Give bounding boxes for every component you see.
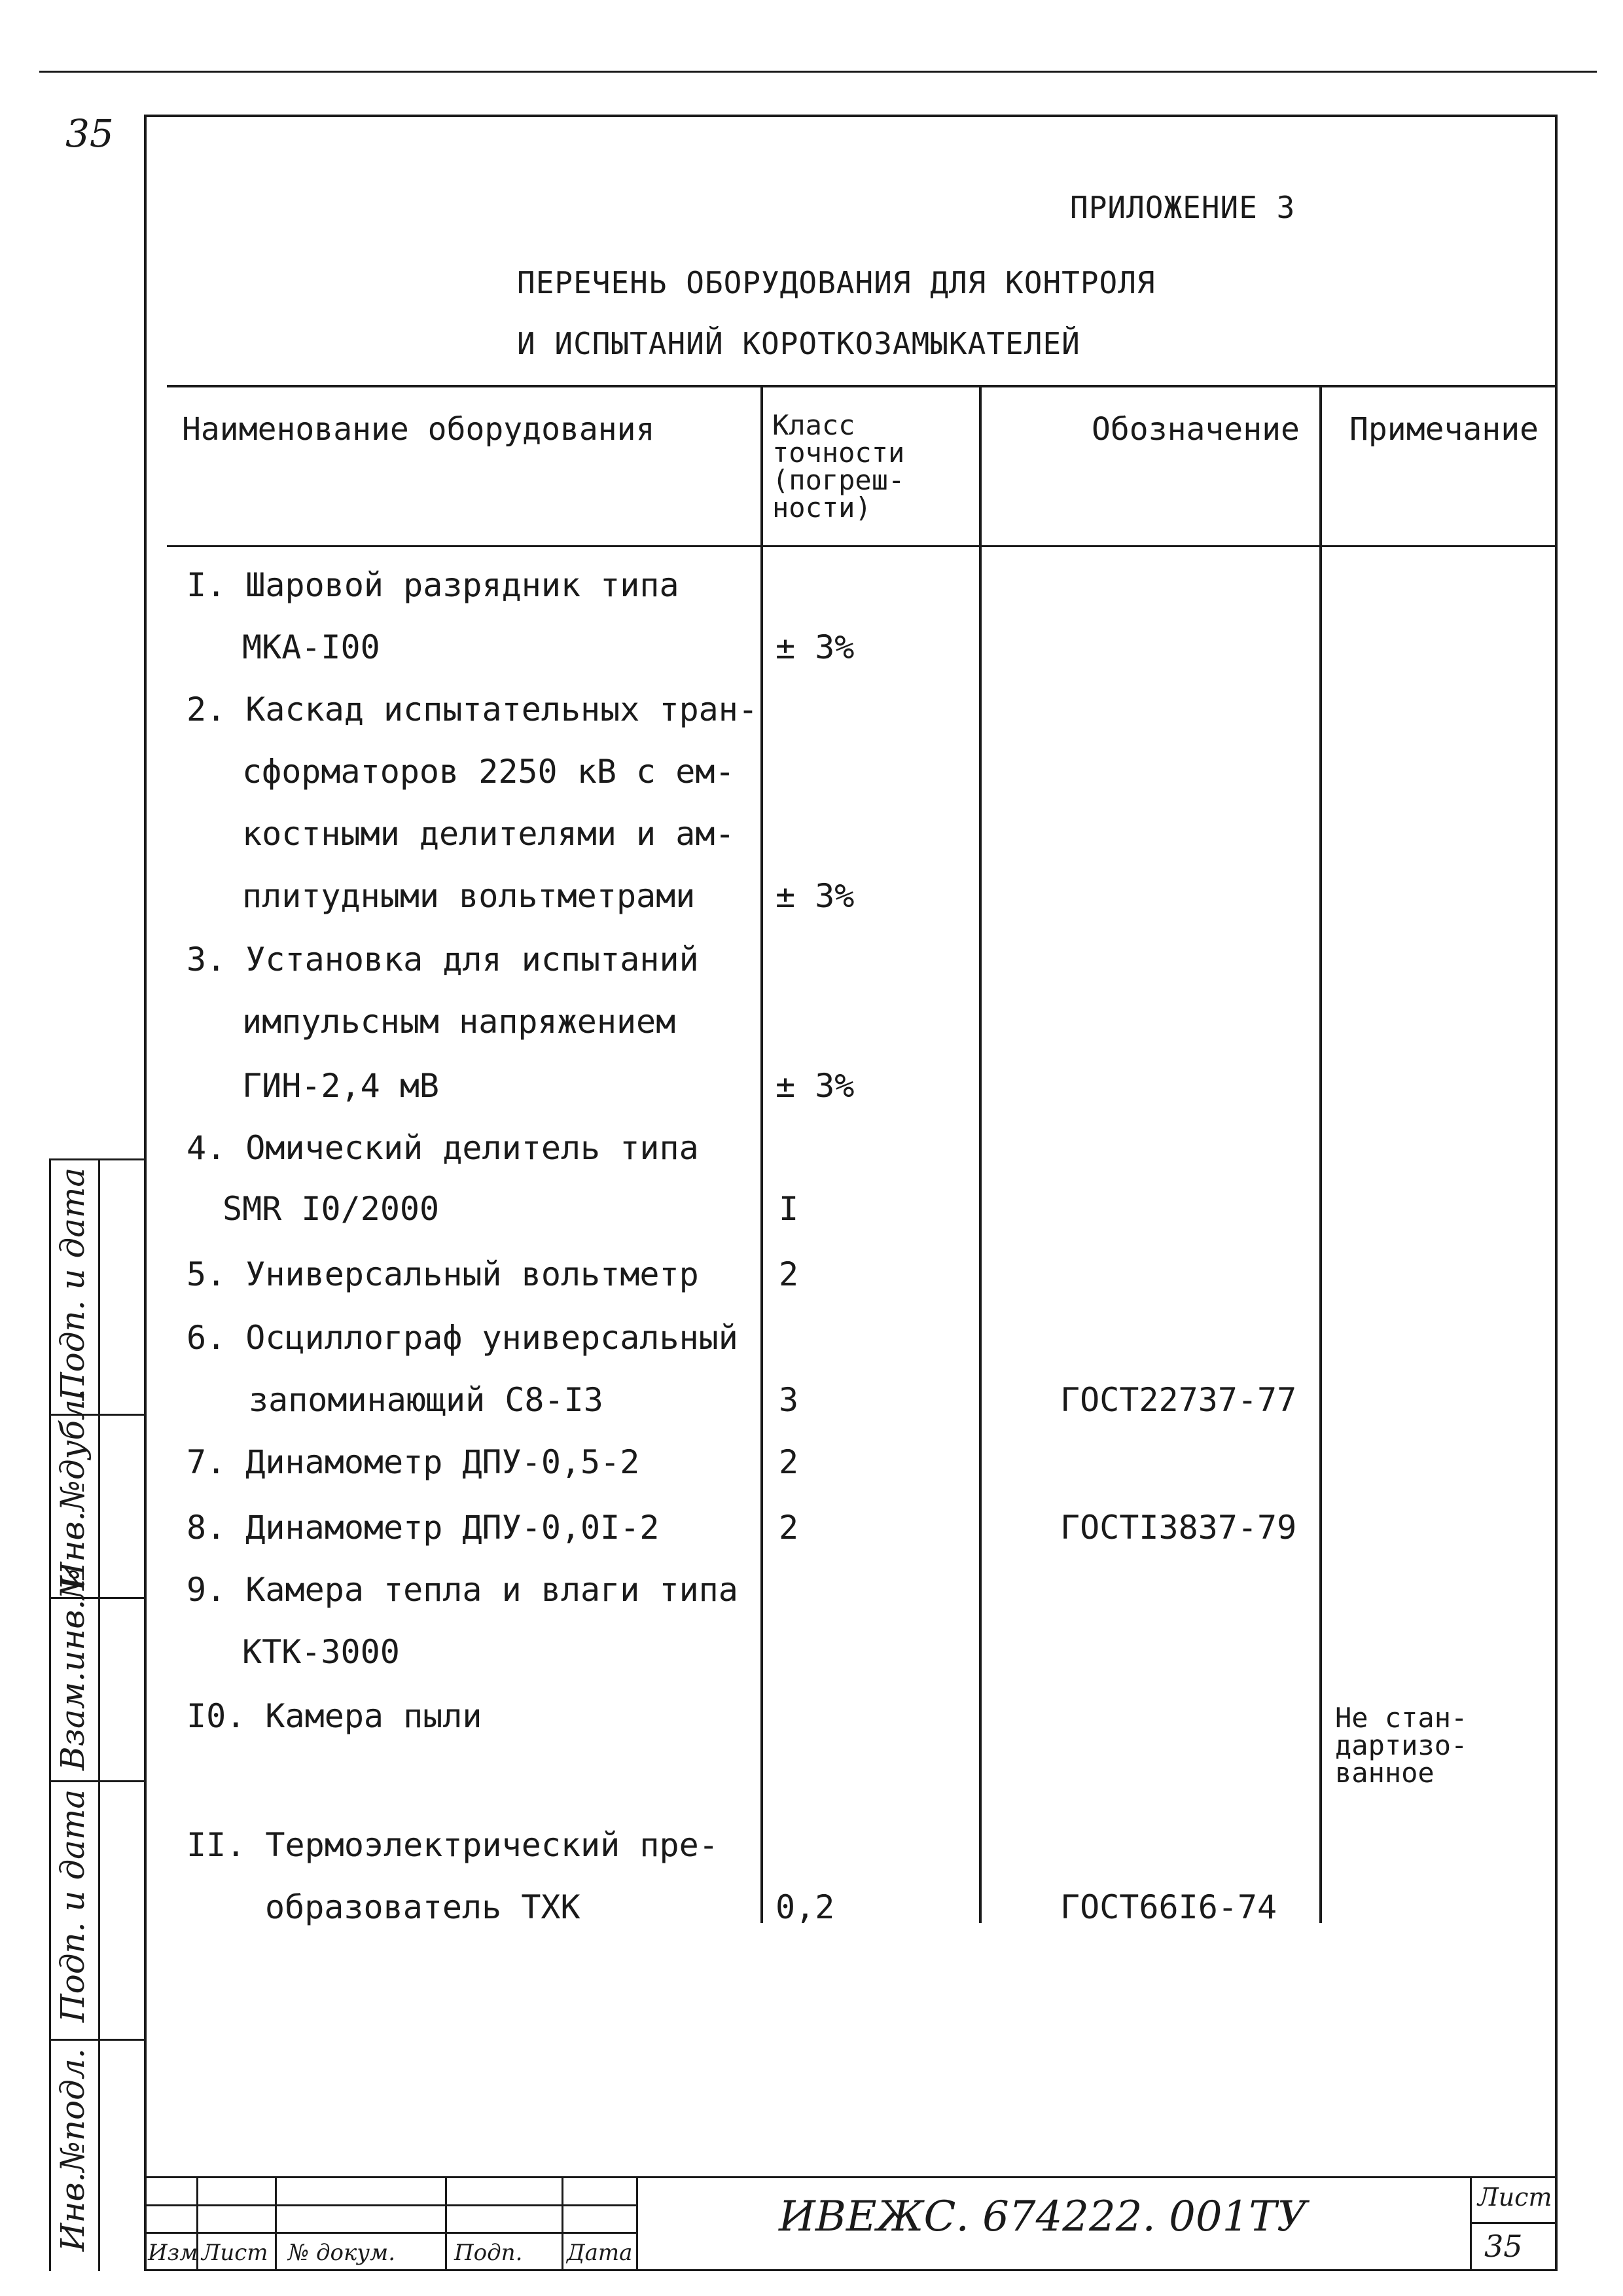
row-designation: ГОСТ66I6-74 [1060, 1888, 1277, 1926]
row-accuracy: ± 3% [776, 1067, 855, 1105]
row-accuracy: 2 [779, 1255, 799, 1293]
appendix-heading: ПРИЛОЖЕНИЕ 3 [1070, 190, 1296, 225]
row-name: 2. Каскад испытательных тран- [187, 691, 758, 728]
side-label-inv-orig: Инв.№подл. [54, 2048, 92, 2251]
title-line-2: И ИСПЫТАНИЙ КОРОТКОЗАМЫКАТЕЛЕЙ [517, 326, 1080, 361]
title-block-col [562, 2176, 563, 2271]
row-name: 8. Динамометр ДПУ-0,0I-2 [187, 1509, 660, 1547]
frame-left [144, 115, 147, 2271]
table-header-rule [167, 545, 1558, 547]
col-divider-1 [760, 385, 763, 1923]
side-stamp-sep [49, 1780, 146, 1782]
row-name: SMR I0/2000 [223, 1190, 440, 1228]
sheet-number: 35 [1484, 2229, 1523, 2264]
title-block-col [275, 2176, 277, 2271]
side-label-inv-dup: Инв.№дубл. [54, 1389, 92, 1590]
row-name: образователь ТХК [265, 1888, 580, 1926]
sheet-label: Лист [1478, 2183, 1552, 2212]
title-block-label-date: Дата [567, 2240, 633, 2266]
header-accuracy-1: Класс [772, 409, 855, 441]
header-name: Наименование оборудования [182, 411, 655, 448]
title-line-1: ПЕРЕЧЕНЬ ОБОРУДОВАНИЯ ДЛЯ КОНТРОЛЯ [517, 265, 1156, 300]
row-name: импульсным напряжением [242, 1003, 676, 1041]
row-name: 7. Динамометр ДПУ-0,5-2 [187, 1443, 640, 1481]
side-label-sign-date-1: Подп. и дата [54, 1789, 92, 2022]
row-accuracy: 3 [779, 1381, 799, 1419]
corner-page-number: 35 [65, 111, 114, 156]
sheet-cell-rule [1470, 2222, 1558, 2224]
row-name: 6. Осциллограф универсальный [187, 1319, 738, 1357]
row-name: плитудными вольтметрами [242, 877, 696, 915]
row-name: 4. Омический делитель типа [187, 1129, 699, 1167]
row-name: ГИН-2,4 мВ [242, 1067, 440, 1105]
row-name: 9. Камера тепла и влаги типа [187, 1571, 738, 1609]
side-stamp-mid [98, 1158, 100, 2271]
row-name: сформаторов 2250 кВ с ем- [242, 753, 735, 791]
row-accuracy: ± 3% [776, 628, 855, 666]
header-designation: Обозначение [1092, 411, 1300, 448]
note-line-3: ванное [1335, 1757, 1435, 1789]
row-name: I. Шаровой разрядник типа [187, 566, 679, 604]
row-name: II. Термоэлектрический пре- [187, 1826, 719, 1864]
row-designation: ГОСТ22737-77 [1060, 1381, 1297, 1419]
title-block-label-sign: Подп. [454, 2240, 523, 2266]
note-line-1: Не стан- [1335, 1702, 1468, 1734]
title-block-label-doc: № докум. [288, 2240, 396, 2266]
side-stamp-left [49, 1158, 51, 2271]
row-designation: ГОСТI3837-79 [1060, 1509, 1297, 1547]
row-name: I0. Камера пыли [187, 1697, 482, 1735]
title-block-top [144, 2176, 1558, 2178]
row-name: запоминающий С8-I3 [249, 1381, 603, 1419]
frame-top [144, 115, 1558, 117]
header-accuracy-2: точности [772, 437, 905, 469]
side-stamp-sep [49, 1158, 146, 1160]
title-block-label-list: Лист [202, 2240, 268, 2266]
col-divider-2 [979, 385, 982, 1923]
row-name: 3. Установка для испытаний [187, 941, 699, 978]
side-label-replace-inv: Взам.инв.№ [54, 1568, 92, 1770]
frame-right [1555, 115, 1558, 2271]
header-note: Примечание [1349, 411, 1539, 448]
title-block-col [636, 2176, 638, 2271]
document-code: ИВЕЖС. 674222. 001ТУ [779, 2193, 1308, 2241]
title-block-label-izm: Изм [148, 2240, 198, 2266]
row-name: КТК-3000 [242, 1633, 400, 1671]
note-line-2: дартизо- [1335, 1729, 1468, 1761]
row-accuracy: 0,2 [776, 1888, 835, 1926]
row-name: костными делителями и ам- [242, 815, 735, 853]
side-label-sign-date-2: Подп. и дата [54, 1167, 92, 1401]
header-accuracy-3: (погреш- [772, 464, 905, 496]
row-accuracy: 2 [779, 1443, 799, 1481]
side-stamp-sep [49, 2039, 146, 2041]
table-top-rule [167, 385, 1558, 387]
top-rule [39, 71, 1597, 73]
row-accuracy: I [779, 1190, 799, 1228]
header-accuracy-4: ности) [772, 492, 872, 524]
row-name: 5. Универсальный вольтметр [187, 1255, 699, 1293]
row-accuracy: 2 [779, 1509, 799, 1547]
col-divider-3 [1319, 385, 1322, 1923]
title-block-bottom [144, 2269, 1558, 2271]
title-block-col [445, 2176, 447, 2271]
row-name: МКА-I00 [242, 628, 380, 666]
row-accuracy: ± 3% [776, 877, 855, 915]
